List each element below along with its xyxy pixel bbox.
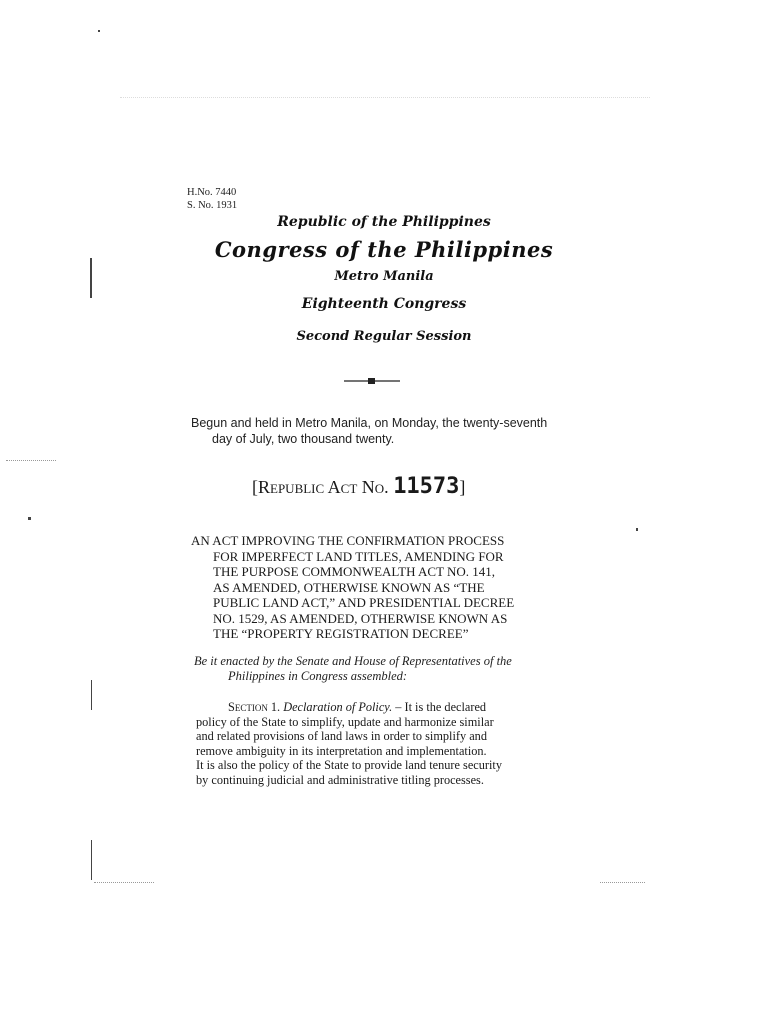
congress-number-heading: Eighteenth Congress <box>301 296 467 312</box>
republic-act-label: Republic Act No. <box>258 477 389 497</box>
section-text-start: It is the declared <box>404 700 487 714</box>
scan-artifact <box>6 460 56 461</box>
enacting-clause <box>194 654 574 684</box>
act-number: 11573 <box>393 474 460 499</box>
republic-heading: Republic of the Philippines <box>277 214 491 230</box>
section-line: remove ambiguity in its interpretation and implementation. <box>196 743 487 758</box>
enacting-line-2: Philippines in Congress assembled: <box>228 669 408 683</box>
bill-numbers <box>187 186 237 212</box>
scan-artifact <box>90 258 92 298</box>
section-dash: – <box>392 700 405 714</box>
title-line: AN ACT IMPROVING THE CONFIRMATION PROCESS <box>191 533 505 548</box>
begun-line-2: day of July, two thousand twenty. <box>212 432 395 446</box>
senate-bill-number: S. No. 1931 <box>187 200 238 211</box>
scan-artifact <box>600 882 645 883</box>
enacting-line-1: Be it enacted by the Senate and House of Representatives of the <box>194 654 512 668</box>
republic-act-number <box>252 474 465 499</box>
scan-artifact <box>98 30 100 32</box>
title-line: NO. 1529, AS AMENDED, OTHERWISE KNOWN AS <box>213 610 508 626</box>
begun-clause <box>191 415 571 447</box>
section-line: It is also the policy of the State to provide land tenure security <box>196 758 502 773</box>
scan-artifact <box>91 840 92 880</box>
scan-artifact <box>636 528 638 531</box>
scan-artifact <box>28 517 31 520</box>
act-title <box>191 533 571 642</box>
title-line: THE “PROPERTY REGISTRATION DECREE” <box>213 626 469 641</box>
congress-heading: Congress of the Philippines <box>214 237 554 262</box>
section-line: and related provisions of land laws in order to simplify and <box>196 729 487 744</box>
session-heading: Second Regular Session <box>296 329 472 344</box>
bracket-open: [ <box>252 477 258 497</box>
section-line: by continuing judicial and administrative titling processes. <box>196 772 484 787</box>
title-line: AS AMENDED, OTHERWISE KNOWN AS “THE <box>213 579 485 595</box>
divider-ornament-icon <box>344 377 400 385</box>
scan-artifact <box>94 882 154 883</box>
bracket-close: ] <box>459 477 466 497</box>
section-1 <box>196 700 564 788</box>
title-line: PUBLIC LAND ACT,” AND PRESIDENTIAL DECREE <box>213 595 515 610</box>
city-heading: Metro Manila <box>334 269 434 284</box>
scan-artifact <box>91 680 92 710</box>
house-bill-number: H.No. 7440 <box>187 187 237 198</box>
scan-artifact <box>120 97 650 98</box>
section-heading: Declaration of Policy. <box>283 700 393 714</box>
section-label: Section 1. <box>228 700 281 714</box>
begun-line-1: Begun and held in Metro Manila, on Monday, the twenty-seventh <box>191 416 548 430</box>
title-line: THE PURPOSE COMMONWEALTH ACT NO. 141, <box>213 564 496 579</box>
section-1-first-line <box>196 700 564 715</box>
section-line: policy of the State to simplify, update and harmonize similar <box>196 714 494 729</box>
title-line: FOR IMPERFECT LAND TITLES, AMENDING FOR <box>213 548 504 564</box>
